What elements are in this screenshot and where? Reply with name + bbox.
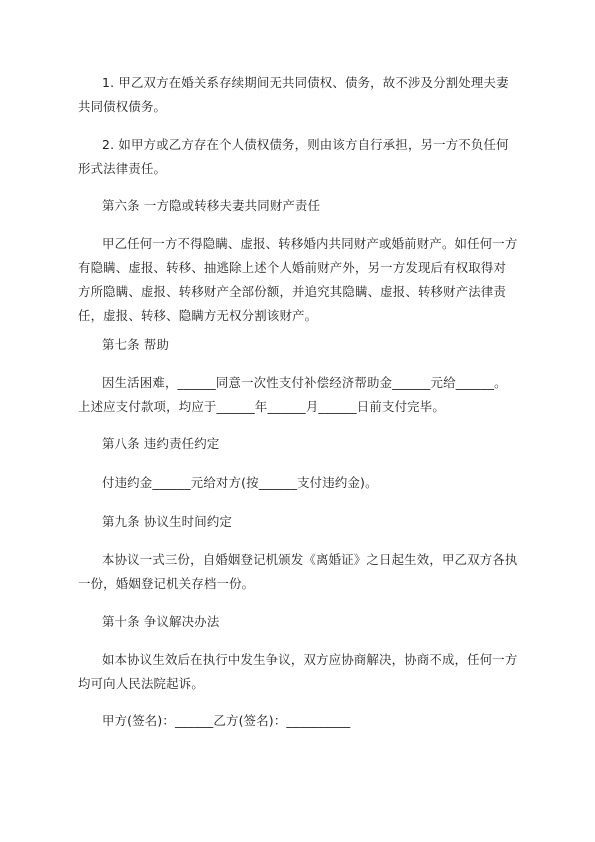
signature-line: 甲方(签名)：______乙方(签名)：__________ bbox=[102, 713, 351, 728]
debt-clause-1: 1. 甲乙双方在婚关系存续期间无共同债权、债务，故不涉及分割处理夫妻共同债权债务。 bbox=[78, 75, 509, 114]
article-6-heading: 第六条 一方隐或转移夫妻共同财产责任 bbox=[102, 198, 321, 213]
article-9-heading: 第九条 协议生时间约定 bbox=[102, 514, 233, 529]
article-7-heading: 第七条 帮助 bbox=[102, 337, 170, 352]
article-9-body: 本协议一式三份，自婚姻登记机颁发《离婚证》之日起生效，甲乙双方各执一份，婚姻登记机关存档一份。 bbox=[78, 552, 518, 591]
article-8-body: 付违约金______元给对方(按______支付违约金)。 bbox=[102, 475, 378, 490]
article-10-body: 如本协议生效后在执行中发生争议，双方应协商解决，协商不成，任何一方均可向人民法院起诉。 bbox=[78, 652, 518, 691]
debt-clause-2: 2. 如甲方或乙方存在个人债权债务，则由该方自行承担，另一方不负任何形式法律责任。 bbox=[78, 137, 509, 176]
article-8-heading: 第八条 违约责任约定 bbox=[102, 436, 220, 451]
article-7-body: 因生活困难，______同意一次性支付补偿经济帮助金______元给______。上述应支付款项，均应于______年______月______日前支付完毕。 bbox=[78, 375, 507, 414]
article-10-heading: 第十条 争议解决办法 bbox=[102, 614, 220, 629]
article-6-body: 甲乙任何一方不得隐瞒、虚报、转移婚内共同财产或婚前财产。如任何一方有隐瞒、虚报、转移、抽逃除上述个人婚前财产外，另一方发现后有权取得对方所隐瞒、虚报、转移财产全部份额，并追究其隐瞒、虚报、转移财产法律责任，虚报、转移、隐瞒方无权分割该财产。 bbox=[78, 236, 518, 323]
